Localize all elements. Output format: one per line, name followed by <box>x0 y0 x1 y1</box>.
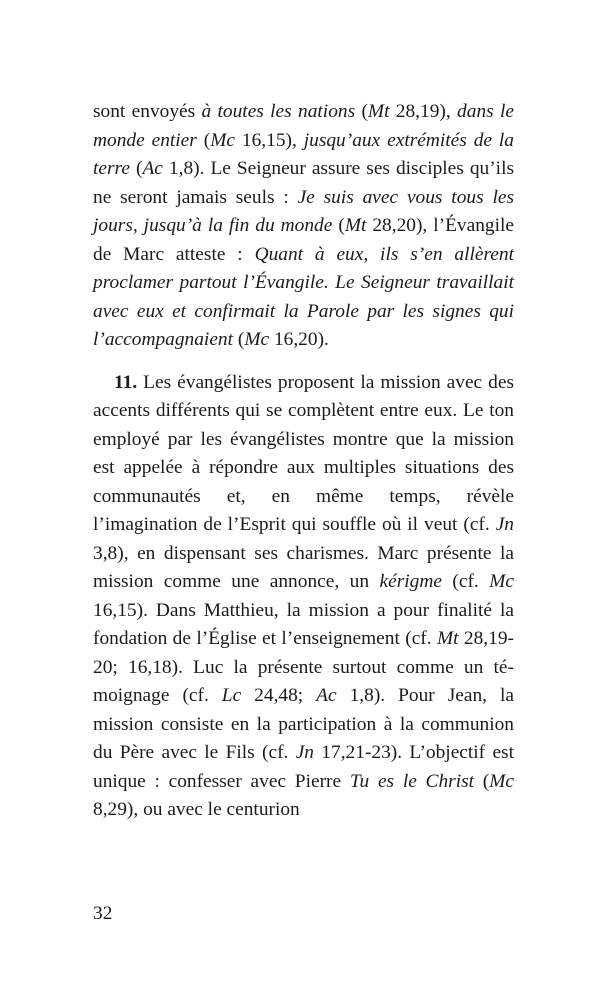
italic-text: kérigme <box>379 571 442 592</box>
text-run: ( <box>196 129 211 151</box>
italic-text: jusqu’aux extrémités de la terre <box>93 129 514 179</box>
text-run: 28,20), l’Évangile de Marc atteste : <box>93 215 514 265</box>
text-run: 8,29), ou avec le centurion <box>93 799 300 820</box>
italic-text: Mc <box>210 129 235 151</box>
text-run: 28,19), <box>389 101 458 122</box>
text-run: ( <box>474 770 490 792</box>
italic-text: Mc <box>489 571 514 592</box>
text-run: ( <box>129 158 143 179</box>
text-run: 3,8), en dispensant ses charismes. Marc présente la mission comme une annonce, un <box>93 542 514 592</box>
text-run: 16,15). Dans Matthieu, la mission a pour finalité la fondation de l’Église et l’enseignement (cf. <box>93 599 514 649</box>
italic-text: Jn <box>295 742 314 763</box>
text-run: ( <box>355 101 368 122</box>
italic-text: dans le monde entier <box>93 101 514 151</box>
text-run: 1,8). Le Seigneur assure ses disciples qu’ils ne seront jamais seuls : <box>93 158 514 208</box>
page-number: 32 <box>93 903 113 924</box>
page-body <box>93 98 514 825</box>
text-run: 16,15), <box>234 129 304 151</box>
text-run: Les évangélistes proposent la mission avec des accents différents qui se complètent entre eux. Le ton employé par les évangélistes montre que la mission est appelée à répondre aux multiples situations des communautés et, en même temps, révèle l’imagination de l’Esprit qui souffle où il veut (cf. <box>93 371 514 535</box>
paragraph-continuation <box>93 98 514 355</box>
italic-text: Quant à eux, ils s’en allèrent proclamer partout l’Évangile. Le Seigneur travaillait avec eux et confirmait la Parole par les signes qui l’accompagnaient <box>93 243 514 350</box>
text-run: ( <box>332 215 345 236</box>
text-run: sont envoyés <box>93 101 202 122</box>
text-run: 28,19-20; 16,18). Luc la présente surtout comme un témoignage (cf. <box>93 628 514 706</box>
text-run: 16,20). <box>269 329 329 350</box>
italic-text: Ac <box>142 158 163 179</box>
text-run: 1,8). Pour Jean, la mission consiste en la participation à la communion du Père avec le Fils (cf. <box>93 685 514 763</box>
italic-text: Jn <box>495 514 514 535</box>
italic-text: Mt <box>436 628 459 649</box>
italic-text: Tu es le Christ <box>349 770 475 792</box>
italic-text: Mc <box>489 770 514 792</box>
text-run: 17,21-23). L’objectif est unique : confesser avec Pierre <box>93 742 514 792</box>
italic-text: Mt <box>367 101 390 122</box>
text-run: ( <box>233 329 245 350</box>
italic-text: Mt <box>344 215 367 236</box>
italic-text: Mc <box>244 329 270 350</box>
paragraph-number: 11. <box>114 371 138 393</box>
paragraph-11 <box>93 369 514 825</box>
italic-text: Lc <box>221 685 242 706</box>
italic-text: Ac <box>316 685 337 706</box>
italic-text: Je suis avec vous tous les jours, jusqu’à la fin du monde <box>93 186 514 236</box>
text-run: 24,48; <box>241 685 317 706</box>
italic-text: à toutes les nations <box>201 101 356 122</box>
text-run: (cf. <box>441 571 490 592</box>
